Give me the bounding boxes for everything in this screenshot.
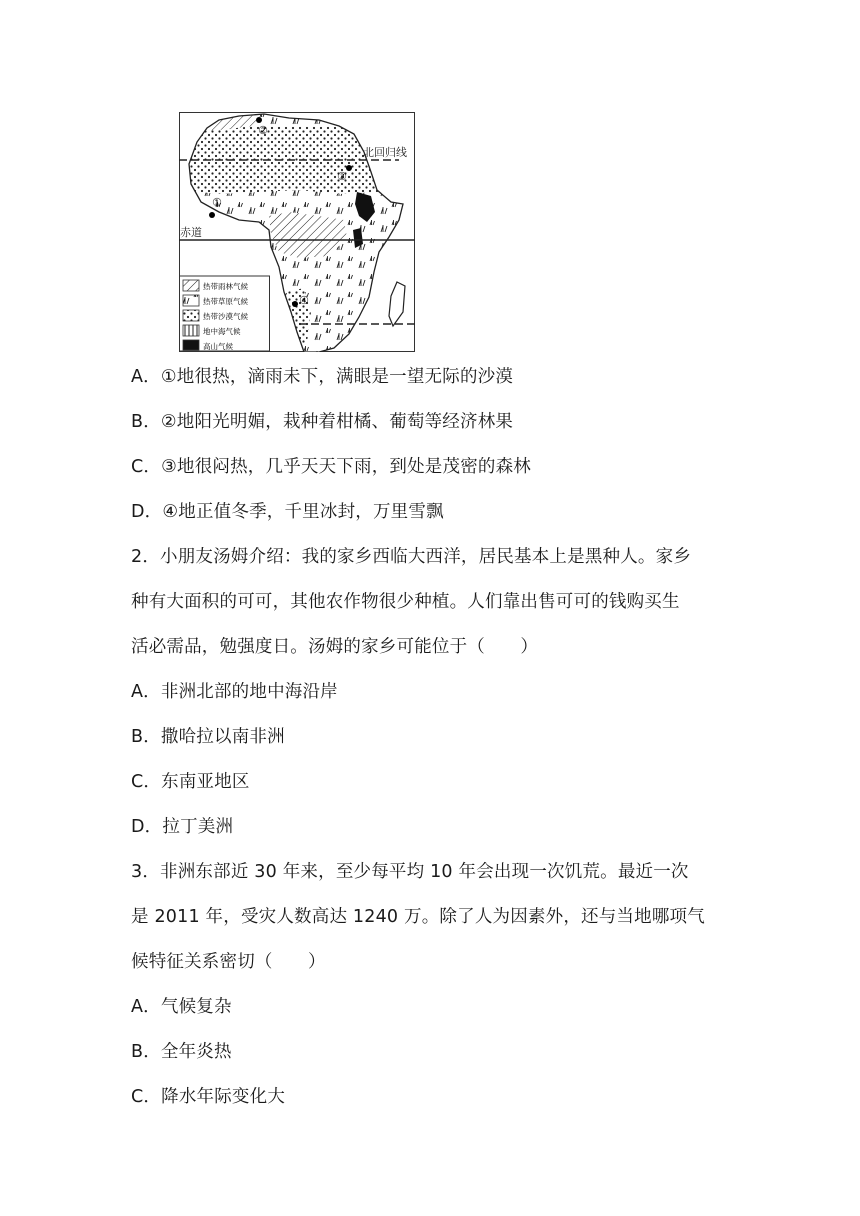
legend-swatch-mediterranean	[183, 325, 199, 336]
map-legend	[180, 276, 270, 351]
q2-option-a: A．非洲北部的地中海沿岸	[131, 682, 338, 702]
q3-stem-line: 候特征关系密切（ ）	[131, 952, 326, 972]
africa-climate-map	[179, 112, 415, 352]
legend-label: 热带沙漠气候	[203, 312, 248, 321]
q2-stem-line: 活必需品，勉强度日。汤姆的家乡可能位于（ ）	[131, 637, 539, 657]
q1-option-d: D．④地正值冬季，千里冰封，万里雪飘	[131, 502, 444, 522]
q2-option-d: D．拉丁美洲	[131, 817, 234, 837]
q1-option-a: A．①地很热，滴雨未下，满眼是一望无际的沙漠	[131, 367, 514, 387]
legend-swatch-savanna	[183, 295, 199, 306]
point-2-marker	[256, 117, 262, 123]
q2-option-c: C．东南亚地区	[131, 772, 250, 792]
q2-stem-line: 种有大面积的可可，其他农作物很少种植。人们靠出售可可的钱购买生	[131, 592, 680, 612]
q2-option-b: B．撒哈拉以南非洲	[131, 727, 285, 747]
legend-label: 热带雨林气候	[203, 282, 248, 291]
q3-option-b: B．全年炎热	[131, 1042, 232, 1062]
point-1-marker	[209, 212, 215, 218]
q2-stem-line: 2．小朋友汤姆介绍：我的家乡西临大西洋，居民基本上是黑种人。家乡	[131, 547, 692, 567]
q1-option-c: C．③地很闷热，几乎天天下雨，到处是茂密的森林	[131, 457, 532, 477]
point-4-label: ④	[299, 294, 309, 307]
point-2-label: ②	[258, 124, 268, 137]
point-3-marker	[346, 165, 352, 171]
legend-label: 地中海气候	[203, 327, 241, 336]
tropic-of-cancer-label: 北回归线	[363, 146, 407, 159]
point-3-label: ③	[337, 170, 347, 183]
q3-option-c: C．降水年际变化大	[131, 1087, 286, 1107]
point-1-label: ①	[212, 196, 222, 209]
legend-swatch-desert	[183, 310, 199, 321]
q3-stem-line: 是 2011 年，受灾人数高达 1240 万。除了人为因素外，还与当地哪项气	[131, 907, 705, 927]
legend-label: 热带草原气候	[203, 297, 248, 306]
legend-label: 高山气候	[203, 342, 233, 351]
q3-stem-line: 3．非洲东部近 30 年来，至少每平均 10 年会出现一次饥荒。最近一次	[131, 862, 689, 882]
legend-swatch-highland	[183, 340, 199, 350]
q1-option-b: B．②地阳光明媚，栽种着柑橘、葡萄等经济林果	[131, 412, 514, 432]
q3-option-a: A．气候复杂	[131, 997, 232, 1017]
point-4-marker	[292, 301, 298, 307]
legend-swatch-rainforest	[183, 280, 199, 291]
africa-map-figure	[179, 112, 415, 352]
equator-label: 赤道	[180, 226, 202, 239]
